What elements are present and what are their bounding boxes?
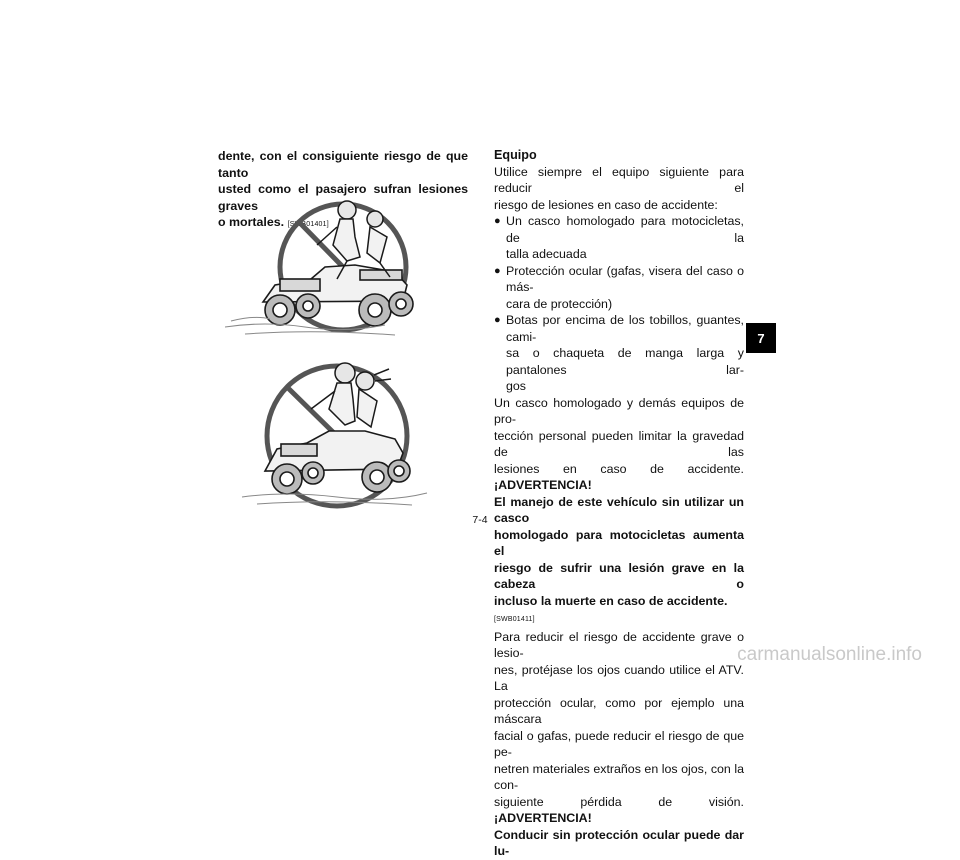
- dust-lines-icon: [242, 493, 427, 505]
- warning-line-last: [494, 593, 744, 629]
- body-line: riesgo de lesiones en caso de accidente:: [494, 197, 718, 212]
- list-item-line: Botas por encima de los tobillos, guantes, cami-: [506, 313, 744, 344]
- left-text-line: dente, con el consiguiente riesgo de que tanto: [218, 149, 468, 180]
- body-line-mixed: [494, 794, 744, 827]
- body-line: Un casco homologado y demás equipos de pro-: [494, 395, 744, 426]
- body-line: tección personal pueden limitar la gravedad de las: [494, 428, 744, 459]
- warning-line: riesgo de sufrir una lesión grave en la cabeza o: [494, 560, 744, 591]
- body-line: facial o gafas, puede reducir el riesgo de que pe-: [494, 728, 744, 759]
- body-line: nes, protéjase los ojos cuando utilice el ATV. La: [494, 662, 744, 693]
- warning-label: ¡ADVERTENCIA!: [494, 478, 592, 492]
- body-text: siguiente pérdida de visión.: [494, 794, 744, 809]
- warning-code: [SWB01411]: [494, 616, 535, 623]
- chapter-tab: 7: [746, 323, 776, 353]
- list-item: [494, 312, 744, 395]
- body-line: Para reducir el riesgo de accidente grave o lesio-: [494, 629, 744, 660]
- left-text-line: usted como el pasajero sufran lesiones graves: [218, 182, 468, 213]
- body-line: protección ocular, como por ejemplo una máscara: [494, 695, 744, 726]
- list-item-line: cara de protección): [506, 296, 613, 311]
- warning-label: ¡ADVERTENCIA!: [494, 811, 592, 825]
- list-item-line: Protección ocular (gafas, visera del caso o más-: [506, 263, 744, 294]
- list-item-line: gos: [506, 379, 526, 393]
- bullet-icon: ●: [494, 215, 501, 227]
- warning-line: El manejo de este vehículo sin utilizar un casco: [494, 494, 744, 525]
- warning-line: Conducir sin protección ocular puede dar lu-: [494, 827, 744, 858]
- bullet-icon: ●: [494, 264, 501, 277]
- bullet-icon: ●: [494, 314, 501, 326]
- section-heading-equipo: Equipo: [494, 148, 537, 162]
- atv-icon: [263, 265, 413, 326]
- body-text: lesiones en caso de accidente.: [494, 461, 744, 476]
- warning-code: [SWB01401]: [287, 221, 329, 228]
- body-line: netren materiales extraños en los ojos, con la con-: [494, 761, 744, 792]
- right-column: [494, 147, 744, 860]
- warning-line: homologado para motocicletas aumenta el: [494, 527, 744, 558]
- left-text-last: o mortales.: [218, 215, 285, 229]
- illustration-passenger: [237, 359, 437, 509]
- body-line-mixed: [494, 461, 744, 494]
- watermark: carmanualsonline.info: [737, 644, 922, 665]
- body-line: Utilice siempre el equipo siguiente para reducir el: [494, 164, 744, 195]
- list-item-line: Un casco homologado para motocicletas, de la: [506, 214, 744, 245]
- riders-icon: [311, 363, 391, 427]
- list-item-line: sa o chaqueta de manga larga y pantalones lar-: [506, 346, 744, 377]
- list-item: [494, 263, 744, 313]
- list-item-line: talla adecuada: [506, 247, 587, 261]
- warning-text: incluso la muerte en caso de accidente.: [494, 593, 728, 608]
- list-item: [494, 213, 744, 263]
- atv-icon: [265, 431, 410, 494]
- page-number: 7-4: [472, 514, 488, 526]
- illustration-no-helmet: [225, 197, 455, 339]
